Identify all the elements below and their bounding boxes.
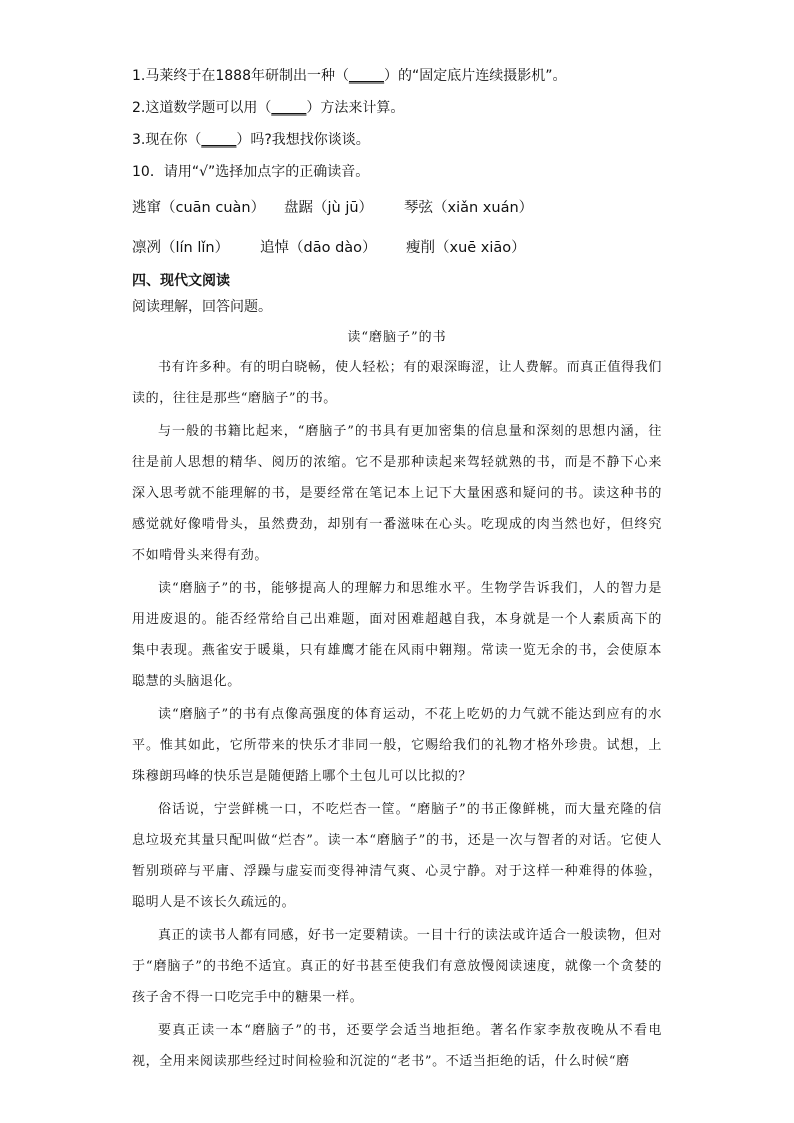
article-paragraph: 读“磨脑子”的书有点像高强度的体育运动，不花上吃奶的力气就不能达到应有的水平。惟其如此，它所带来的快乐才非同一般，它赐给我们的礼物才格外珍贵。试想，上珠穆朗玛峰的快乐岂是随便踏上哪个土包儿可以比拟的？ <box>132 707 662 784</box>
article-title: 读“磨脑子”的书 <box>347 330 447 345</box>
question-10: 10．请用“√”选择加点字的正确读音。 <box>132 164 370 180</box>
answer-blank-3[interactable]: _____ <box>201 132 237 148</box>
article-paragraph: 与一般的书籍比起来，“磨脑子”的书具有更加密集的信息量和深刻的思想内涵，往往是前人思想的精华、阅历的浓缩。它不是那种读起来驾轻就熟的书，而是不静下心来深入思考就不能理解的书，是要经常在笔记本上记下大量困惑和疑问的书。读这种书的感觉就好像啃骨头，虽然费劲，却别有一番滋味在心头。吃现成的肉当然也好，但终究不如啃骨头来得有劲。 <box>132 424 662 563</box>
article-body <box>132 352 662 1079</box>
question-2-text-before: 2.这道数学题可以用（ <box>132 100 272 116</box>
section-instruction: 阅读理解，回答问题。 <box>132 299 272 315</box>
question-3-text-after: ）吗?我想找你谈谈。 <box>236 132 370 148</box>
question-2 <box>132 98 404 118</box>
answer-blank-2[interactable]: _____ <box>271 100 307 116</box>
section-title: 四、现代文阅读 <box>132 273 230 289</box>
article-paragraph: 读“磨脑子”的书，能够提高人的理解力和思维水平。生物学告诉我们，人的智力是用进废退的。能否经常给自己出难题，面对困难超越自我，本身就是一个人素质高下的集中表现。燕雀安于暖巢，只有雄鹰才能在风雨中翱翔。常读一览无余的书，会使原本聪慧的头脑退化。 <box>132 581 662 689</box>
article-paragraph: 要真正读一本“磨脑子”的书，还要学会适当地拒绝。著名作家李敖夜晚从不看电视，全用来阅读那些经过时间检验和沉淀的“老书”。不适当拒绝的话，什么时候“磨 <box>132 1023 662 1069</box>
question-1-text-after: ）的“固定底片连续摄影机”。 <box>384 68 567 84</box>
article-paragraph: 俗话说，宁尝鲜桃一口，不吃烂杏一筐。“磨脑子”的书正像鲜桃，而大量充隆的信息垃圾充其量只配叫做“烂杏”。读一本“磨脑子”的书，还是一次与智者的对话。它使人暂别琐碎与平庸、浮躁与虚妄而变得神清气爽、心灵宁静。对于这样一种难得的体验，聪明人是不该长久疏远的。 <box>132 802 662 910</box>
pinyin-option[interactable]: 逃窜（cuān cuàn） <box>132 200 266 216</box>
question-3-text-before: 3.现在你（ <box>132 132 202 148</box>
pinyin-option[interactable]: 凛冽（lín lǐn） <box>132 240 230 256</box>
pinyin-option[interactable]: 盘踞（jù jū） <box>284 200 374 216</box>
question-1-text-before: 1.马莱终于在1888年研制出一种（ <box>132 68 349 84</box>
article-paragraph: 书有许多种。有的明白晓畅，使人轻松；有的艰深晦涩，让人费解。而真正值得我们读的，往往是那些“磨脑子”的书。 <box>132 360 662 406</box>
pinyin-option[interactable]: 追悼（dāo dào） <box>260 240 377 256</box>
pinyin-option[interactable]: 琴弦（xiǎn xuán） <box>404 200 534 216</box>
question-1 <box>132 66 567 86</box>
pinyin-option[interactable]: 瘦削（xuē xiāo） <box>406 240 526 256</box>
answer-blank-1[interactable]: _____ <box>349 68 384 84</box>
article-paragraph: 真正的读书人都有同感，好书一定要精读。一目十行的读法或许适合一般读物，但对于“磨脑子”的书绝不适宜。真正的好书甚至使我们有意放慢阅读速度，就像一个贪婪的孩子舍不得一口吃完手中的糖果一样。 <box>132 928 662 1005</box>
question-2-text-after: ）方法来计算。 <box>306 100 405 116</box>
question-3 <box>132 130 370 150</box>
